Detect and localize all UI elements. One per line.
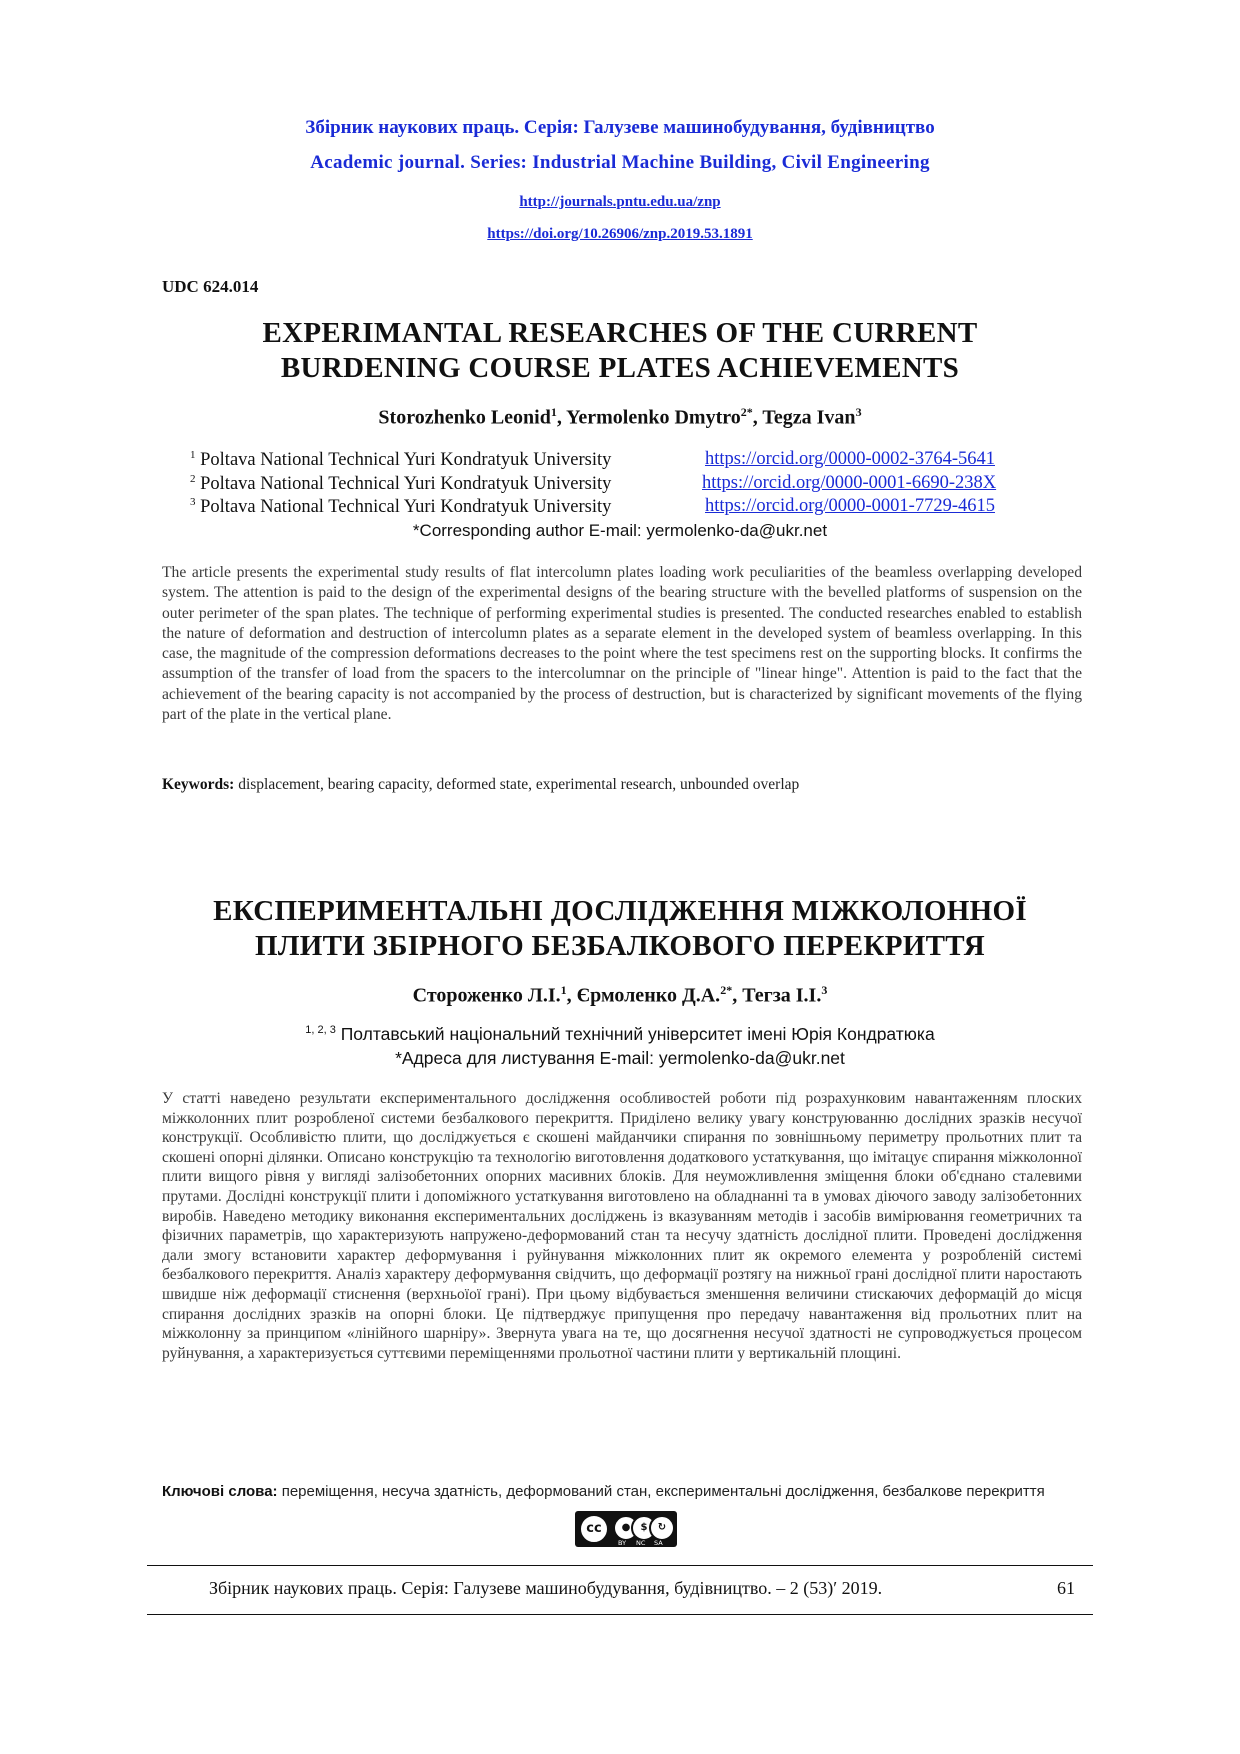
journal-title-ua: Збірник наукових праць. Серія: Галузеве машинобудування, будівництво xyxy=(305,117,935,138)
orcid-link-1[interactable]: https://orcid.org/0000-0002-3764-5641 xyxy=(705,449,995,469)
affiliation-en-3: $^3$ Poltava National Technical Yuri Kondratyuk University https://orcid.org/0000-0001-7729-4615 xyxy=(190,496,995,518)
keywords-en-label: Keywords: xyxy=(162,776,235,793)
nc-icon: $ xyxy=(631,1515,657,1541)
authors-en: Storozhenko Leonid$^1$, Yermolenko Dmytro$^{2*}$, Tegza Ivan$^3$ xyxy=(378,405,862,429)
author-name: Єрмоленко Д.А. xyxy=(576,984,721,1007)
affiliation-en-2: $^2$ Poltava National Technical Yuri Kondratyuk University https://orcid.org/0000-0001-6690-238X xyxy=(190,473,997,495)
keywords-en xyxy=(162,775,1082,795)
journal-url-link[interactable]: http://journals.pntu.edu.ua/znp xyxy=(519,194,721,210)
page-number: 61 xyxy=(1057,1578,1075,1598)
udc-code: UDC 624.014 xyxy=(162,277,259,296)
orcid-link-2[interactable]: https://orcid.org/0000-0001-6690-238X xyxy=(702,473,997,493)
footer-rule-top xyxy=(147,1565,1093,1566)
title-en-line2: BURDENING COURSE PLATES ACHIEVEMENTS xyxy=(280,352,960,384)
author-affiliation-mark: 2* xyxy=(720,983,733,997)
orcid-link-3[interactable]: https://orcid.org/0000-0001-7729-4615 xyxy=(705,496,995,516)
title-en-line1: EXPERIMANTAL RESEARCHES OF THE CURRENT xyxy=(262,317,978,349)
corresponding-ua: *Адреса для листування E-mail: yermolenko-da@ukr.net xyxy=(395,1048,845,1068)
author-name: Yermolenko Dmytro xyxy=(566,406,741,429)
authors-ua: Стороженко Л.І.$^1$, Єрмоленко Д.А.$^{2*}$, Тегза І.І.$^3$ xyxy=(412,983,828,1007)
author-name: Storozhenko Leonid xyxy=(378,406,551,429)
affiliation-ua: $^{1, 2, 3}$ Полтавський національний технічний університет імені Юрія Кондратюка xyxy=(305,1024,935,1044)
keywords-en-text: displacement, bearing capacity, deformed state, experimental research, unbounded overlap xyxy=(234,776,800,793)
title-ua-line1: ЕКСПЕРИМЕНТАЛЬНІ ДОСЛІДЖЕННЯ МІЖКОЛОННОЇ xyxy=(213,895,1027,927)
author-name: Стороженко Л.І. xyxy=(412,984,561,1007)
author-affiliation-mark: 3 xyxy=(821,983,828,997)
keywords-ua-text: переміщення, несуча здатність, деформований стан, експериментальні дослідження, безбалкове перекриття xyxy=(277,1483,1045,1500)
abstract-ua: У статті наведено результати експериментального дослідження особливостей роботи під розрахунковим навантаженням плоских міжколонних плит розробленої системи безбалкового перекриття. Приділено велику увагу конструюванню дослідних зразків несучої конструкції. Особливістю плити, що досліджується є скошені майданчики спирання по зовнішньому периметру прольотних плит та скошені опорні ділянки. Описано конструкцію та технологію виготовлення додаткового устаткування, що імітацує спирання міжколонної плити вищого рівня у вигляді залізобетонних опорних масивних блоків. Для неуможливлення зміщення блоки об'єднано сталевими прутами. Дослідні конструкції плити і допоміжного устаткування виготовлено на обладнанні та в умовах діючого заводу залізобетонних виробів. Наведено методику виконання експериментальних досліджень із вказуванням методів і засобів вимірювання геометричних та фізичних параметрів, що характеризують напружено-деформований стан та несучу здатність дослідної плити. Проведені дослідження дали змогу встановити характер деформування і руйнування міжколонних плит як окремого елемента у розробленій системі безбалкового перекриття. Аналіз характеру деформування свідчить, що деформації розтягу на нижньої грані дослідної плити наростають швидше ніж деформації стиснення (верхньоїої грані). При цьому відбувається зменшення величини стискаючих деформацій до місця спирання дослідних зразків на опорні блоки. Це підтверджує припущення про передачу навантаження від прольотних плит на міжколонну за принципом «лінійного шарніру». Звернута увага на те, що досягнення несучої здатності не супроводжується процесом руйнування, а характеризується суттєвими переміщеннями прольотної частини плити у вертикальній площині. xyxy=(162,1090,1082,1362)
affiliation-en-1: $^1$ Poltava National Technical Yuri Kondratyuk University https://orcid.org/0000-0002-3764-5641 xyxy=(190,449,995,471)
footer-journal: Збірник наукових праць. Серія: Галузеве машинобудування, будівництво. – 2 (53)′ 2019. xyxy=(209,1578,883,1598)
abstract-en: The article presents the experimental study results of flat intercolumn plates loading work peculiarities of the beamless overlapping developed system. The attention is paid to the design of the experimental designs of the bearing structure with the bevelled platforms of suspension on the outer perimeter of the span plates. The technique of performing experimental studies is presented. The conducted researches enabled to establish the nature of deformation and destruction of intercolumn plates as a separate element in the developed system of beamless overlapping. In this case, the magnitude of the compression deformations decreases to the point where the test specimens rest on the supporting blocks. It confirms the assumption of the transfer of load from the spacers to the intercolumnar on the principle of "linear hinge". Attention is paid to the fact that the achievement of the bearing capacity is not accompanied by the process of destruction, but is characterized by significant movements of the flying part of the plate in the vertical plane. xyxy=(162,564,1082,724)
keywords-ua xyxy=(162,1482,1082,1502)
author-affiliation-mark: 2* xyxy=(740,405,753,419)
doi-link[interactable]: https://doi.org/10.26906/znp.2019.53.1891 xyxy=(487,226,753,242)
by-icon: ● xyxy=(613,1515,639,1541)
author-name: Tegza Ivan xyxy=(762,406,856,429)
keywords-ua-label: Ключові слова: xyxy=(162,1483,278,1500)
title-ua-line2: ПЛИТИ ЗБІРНОГО БЕЗБАЛКОВОГО ПЕРЕКРИТТЯ xyxy=(255,930,985,962)
title-en xyxy=(0,316,1240,386)
cc-by-nc-sa-icon[interactable]: cc ● $ ↻ BY NC SA xyxy=(575,1511,677,1547)
journal-title-en: Academic journal. Series: Industrial Machine Building, Civil Engineering xyxy=(310,152,930,173)
author-name: Тегза І.І. xyxy=(742,984,822,1007)
author-affiliation-mark: 1 xyxy=(550,405,557,419)
corresponding-en: *Corresponding author E-mail: yermolenko-da@ukr.net xyxy=(412,521,828,540)
title-ua xyxy=(0,894,1240,964)
author-affiliation-mark: 1 xyxy=(560,983,567,997)
footer-rule-bottom xyxy=(147,1614,1093,1615)
author-affiliation-mark: 3 xyxy=(855,405,862,419)
sa-icon: ↻ xyxy=(649,1515,675,1541)
